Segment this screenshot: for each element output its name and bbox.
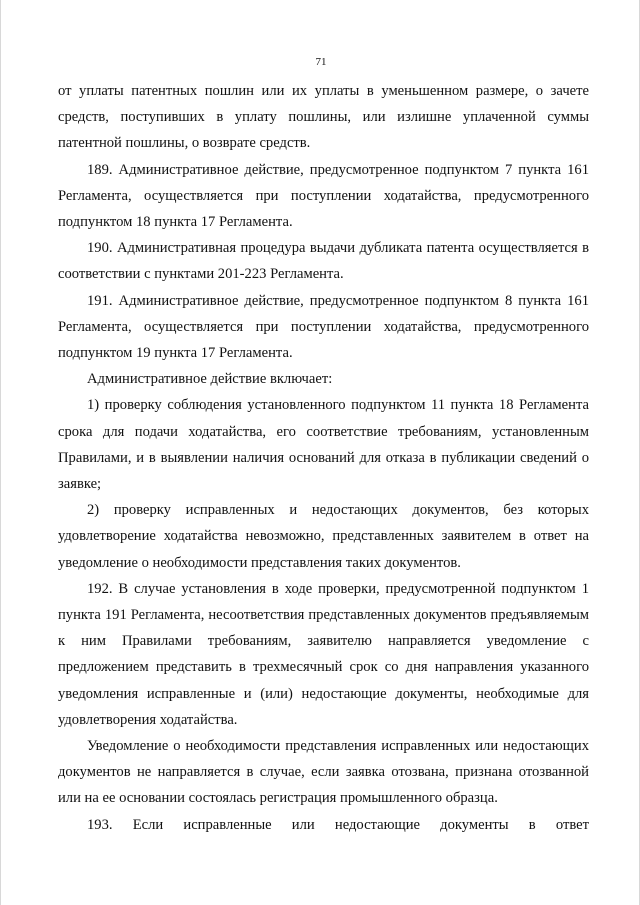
paragraph-190: 190. Административная процедура выдачи дубликата патента осуществляется в соответствии с пунктами 201-223 Регламента.: [58, 240, 589, 283]
paragraph-continuation: от уплаты патентных пошлин или их уплаты в уменьшенном размере, о зачете средств, поступивших в уплату пошлины, или излишне уплаченной суммы патентной пошлины, о возврате средств.: [58, 83, 589, 152]
paragraph-192: 192. В случае установления в ходе проверки, предусмотренной подпунктом 1 пункта 191 Регламента, несоответствия представленных документов предъявляемым к ним Правилами требованиям, заявителю направляется уведомление с предложением представить в трехмесячный срок со дня направления указанного уведомления исправленные и (или) недостающие документы, необходимые для удовлетворения ходатайства.: [58, 580, 589, 728]
paragraph-189: 189. Административное действие, предусмотренное подпунктом 7 пункта 161 Регламента, осуществляется при поступлении ходатайства, предусмотренного подпунктом 18 пункта 17 Регламента.: [58, 161, 589, 231]
paragraph-193: 193. Если исправленные или недостающие документы в ответ: [87, 816, 589, 833]
list-item-1: 1) проверку соблюдения установленного подпунктом 11 пункта 18 Регламента срока для подачи ходатайства, его соответствие требованиям, установленным Правилами, и в выявлении наличия оснований для отказа в публикации сведений о заявке;: [58, 397, 589, 493]
document-body: [58, 78, 589, 838]
paragraph-notification: Уведомление о необходимости представления исправленных или недостающих документов не направляется в случае, если заявка отозвана, признана отозванной или на ее основании состоялась регистрация промышленного образца.: [58, 738, 589, 807]
page-number: 71: [315, 56, 327, 68]
paragraph-includes: Административное действие включает:: [87, 371, 333, 388]
list-item-2: 2) проверку исправленных и недостающих документов, без которых удовлетворение ходатайства невозможно, представленных заявителем в ответ на уведомление о необходимости представления таких документов.: [58, 502, 589, 571]
paragraph-191: 191. Административное действие, предусмотренное подпунктом 8 пункта 161 Регламента, осуществляется при поступлении ходатайства, предусмотренного подпунктом 19 пункта 17 Регламента.: [58, 292, 589, 362]
